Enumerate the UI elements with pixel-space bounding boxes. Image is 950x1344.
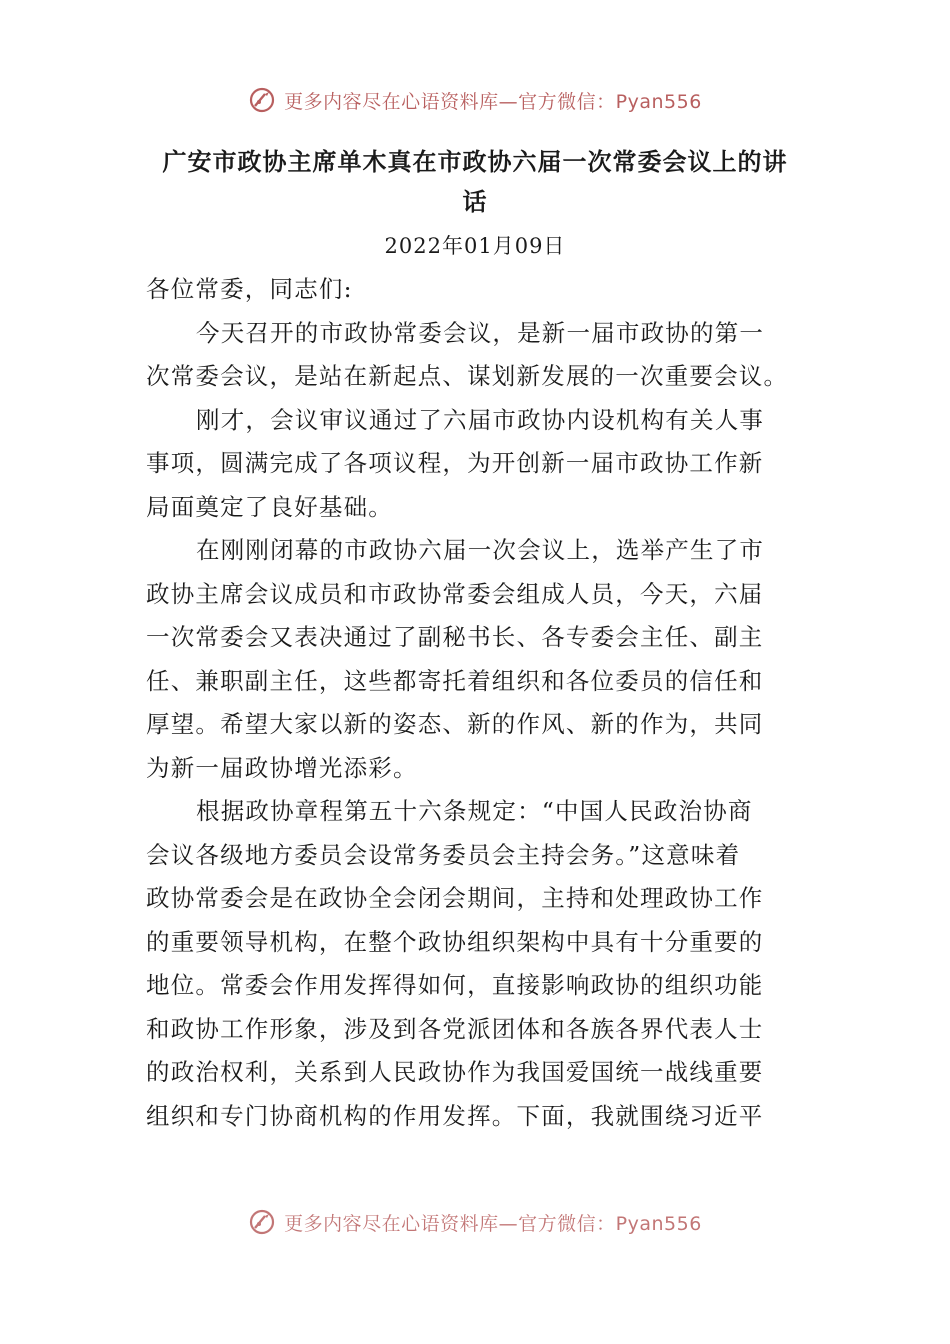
watermark-text: 更多内容尽在心语资料库—官方微信：Pyan556 bbox=[284, 90, 702, 113]
text-line: 局面奠定了良好基础。 bbox=[146, 492, 393, 521]
text-line: 今天召开的市政协常委会议，是新一届市政协的第一 bbox=[196, 318, 765, 347]
text-line: 地位。常委会作用发挥得如何，直接影响政协的组织功能 bbox=[146, 971, 764, 999]
brand-logo-icon bbox=[248, 1208, 276, 1236]
text-line: 的政治权利，关系到人民政协作为我国爱国统一战线重要 bbox=[146, 1058, 764, 1086]
text-line: 一次常委会又表决通过了副秘书长、各专委会主任、副主 bbox=[146, 623, 764, 651]
title-line: 话 bbox=[462, 188, 488, 216]
footer-watermark bbox=[0, 1208, 950, 1236]
document-body bbox=[146, 268, 806, 1138]
text-line: 政协主席会议成员和市政协常委会组成人员，今天，六届 bbox=[146, 579, 764, 608]
title-line: 广安市政协主席单木真在市政协六届一次常委会议上的讲 bbox=[162, 148, 788, 176]
document-title bbox=[0, 142, 950, 222]
text-line: 事项，圆满完成了各项议程，为开创新一届市政协工作新 bbox=[146, 449, 764, 477]
text-line: 为新一届政协增光添彩。 bbox=[146, 753, 418, 782]
text-line: 刚才，会议审议通过了六届市政协内设机构有关人事 bbox=[196, 405, 765, 434]
text-line: 次常委会议，是站在新起点、谋划新发展的一次重要会议。 bbox=[146, 362, 789, 390]
text-line: 任、兼职副主任，这些都寄托着组织和各位委员的信任和 bbox=[146, 666, 764, 695]
text-line: 组织和专门协商机构的作用发挥。下面，我就围绕习近平 bbox=[146, 1101, 764, 1130]
text-line: 和政协工作形象，涉及到各党派团体和各族各界代表人士 bbox=[146, 1014, 764, 1043]
text-line: 会议各级地方委员会设常务委员会主持会务。”这意味着 bbox=[146, 840, 741, 869]
brand-logo-icon bbox=[248, 86, 276, 114]
text-line: 政协常委会是在政协全会闭会期间，主持和处理政协工作 bbox=[146, 884, 764, 912]
text-line: 各位常委，同志们: bbox=[146, 275, 353, 303]
header-watermark bbox=[0, 86, 950, 114]
watermark-text: 更多内容尽在心语资料库—官方微信：Pyan556 bbox=[284, 1212, 702, 1235]
text-line: 厚望。希望大家以新的姿态、新的作风、新的作为，共同 bbox=[146, 710, 764, 738]
text-line: 的重要领导机构，在整个政协组织架构中具有十分重要的 bbox=[146, 927, 764, 956]
text-line: 根据政协章程第五十六条规定：“中国人民政治协商 bbox=[196, 797, 753, 825]
document-date: 2022年01月09日 bbox=[384, 234, 566, 258]
text-line: 在刚刚闭幕的市政协六届一次会议上，选举产生了市 bbox=[196, 536, 765, 564]
